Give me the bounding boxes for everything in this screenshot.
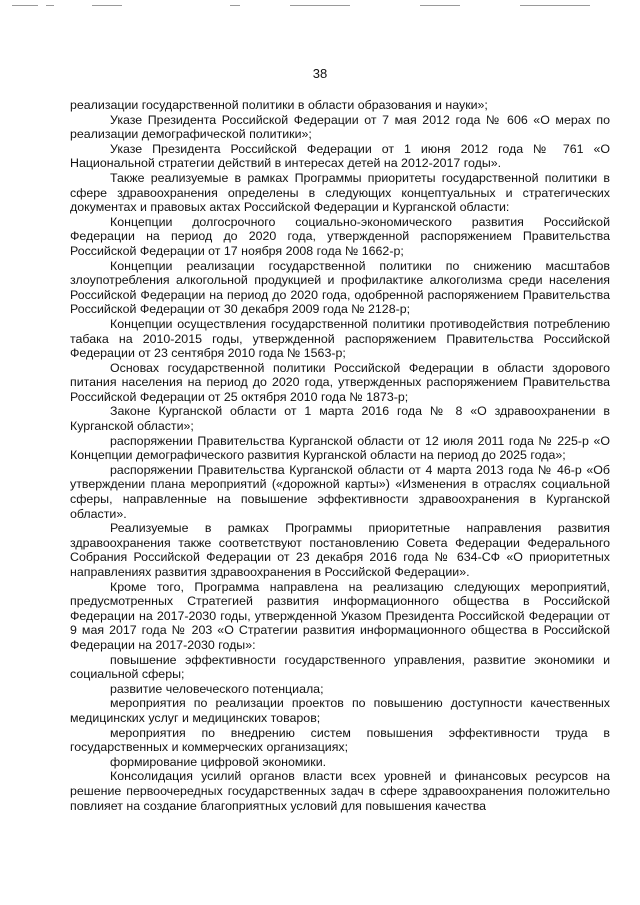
paragraph: Указе Президента Российской Федерации от 7 мая 2012 года № 606 «О мерах по реализации демографической политики»;	[70, 112, 610, 142]
document-body	[70, 98, 610, 813]
paragraph: Консолидация усилий органов власти всех уровней и финансовых ресурсов на решение первоочередных государственных задач в сфере здравоохранения положительно повлияет на создание благоприятных условий для повышения качества	[70, 769, 610, 813]
paragraph: Концепции реализации государственной политики по снижению масштабов злоупотребления алкогольной продукцией и профилактике алкоголизма среди населения Российской Федерации на период до 2020 года, одобренной распоряжением Правительства Российской Федерации от 30 декабря 2009 года № 2128-р;	[70, 258, 610, 317]
paragraph: развитие человеческого потенциала;	[110, 681, 324, 696]
page-number: 38	[312, 66, 328, 81]
paragraph: формирование цифровой экономики.	[110, 754, 327, 769]
paragraph: Указе Президента Российской Федерации от 1 июня 2012 года № 761 «О Национальной стратегии действий в интересах детей на 2012-2017 годы».	[70, 141, 610, 171]
paragraph: Концепции долгосрочного социально-экономического развития Российской Федерации на период до 2020 года, утвержденной распоряжением Правительства Российской Федерации от 17 ноября 2008 года № 1662-р;	[70, 214, 610, 258]
paragraph: распоряжении Правительства Курганской области от 12 июля 2011 года № 225-р «О Концепции демографического развития Курганской области на период до 2025 года»;	[70, 433, 610, 463]
paragraph: Концепции осуществления государственной политики противодействия потреблению табака на 2010-2015 годы, утвержденной распоряжением Правительства Российской Федерации от 23 сентября 2010 года № 1563-р;	[70, 316, 610, 361]
paragraph: Кроме того, Программа направлена на реализацию следующих мероприятий, предусмотренных Стратегией развития информационного общества в Российской Федерации на 2017-2030 годы, утвержденной Указом Президента Российской Федерации от 9 мая 2017 года № 203 «О Стратегии развития информационного общества в Российской Федерации на 2017-2030 годы»:	[70, 579, 610, 652]
scan-artifact-line	[0, 5, 640, 9]
paragraph: Основах государственной политики Российской Федерации в области здорового питания населения на период до 2020 года, утвержденных распоряжением Правительства Российской Федерации от 25 октября 2010 года № 1873-р;	[70, 360, 610, 404]
paragraph: Реализуемые в рамках Программы приоритетные направления развития здравоохранения также соответствуют постановлению Совета Федерации Федерального Собрания Российской Федерации от 23 декабря 2016 года № 634-СФ «О приоритетных направлениях развития здравоохранения в Российской Федерации».	[70, 521, 610, 579]
paragraph: реализации государственной политики в области образования и науки»;	[70, 98, 488, 112]
paragraph: Законе Курганской области от 1 марта 2016 года № 8 «О здравоохранении в Курганской области»;	[70, 404, 610, 434]
paragraph: мероприятия по внедрению систем повышения эффективности труда в государственных и коммерческих организациях;	[70, 725, 610, 755]
paragraph: распоряжении Правительства Курганской области от 4 марта 2013 года № 46-р «Об утверждении плана мероприятий («дорожной карты») «Изменения в отраслях социальной сферы, направленные на повышение эффективности здравоохранения в Курганской области».	[70, 462, 610, 521]
paragraph: повышение эффективности государственного управления, развитие экономики и социальной сферы;	[70, 652, 610, 682]
paragraph: мероприятия по реализации проектов по повышению доступности качественных медицинских услуг и медицинских товаров;	[70, 696, 610, 725]
paragraph: Также реализуемые в рамках Программы приоритеты государственной политики в сфере здравоохранения определены в следующих концептуальных и стратегических документах и правовых актах Российской Федерации и Курганской области:	[70, 170, 610, 215]
